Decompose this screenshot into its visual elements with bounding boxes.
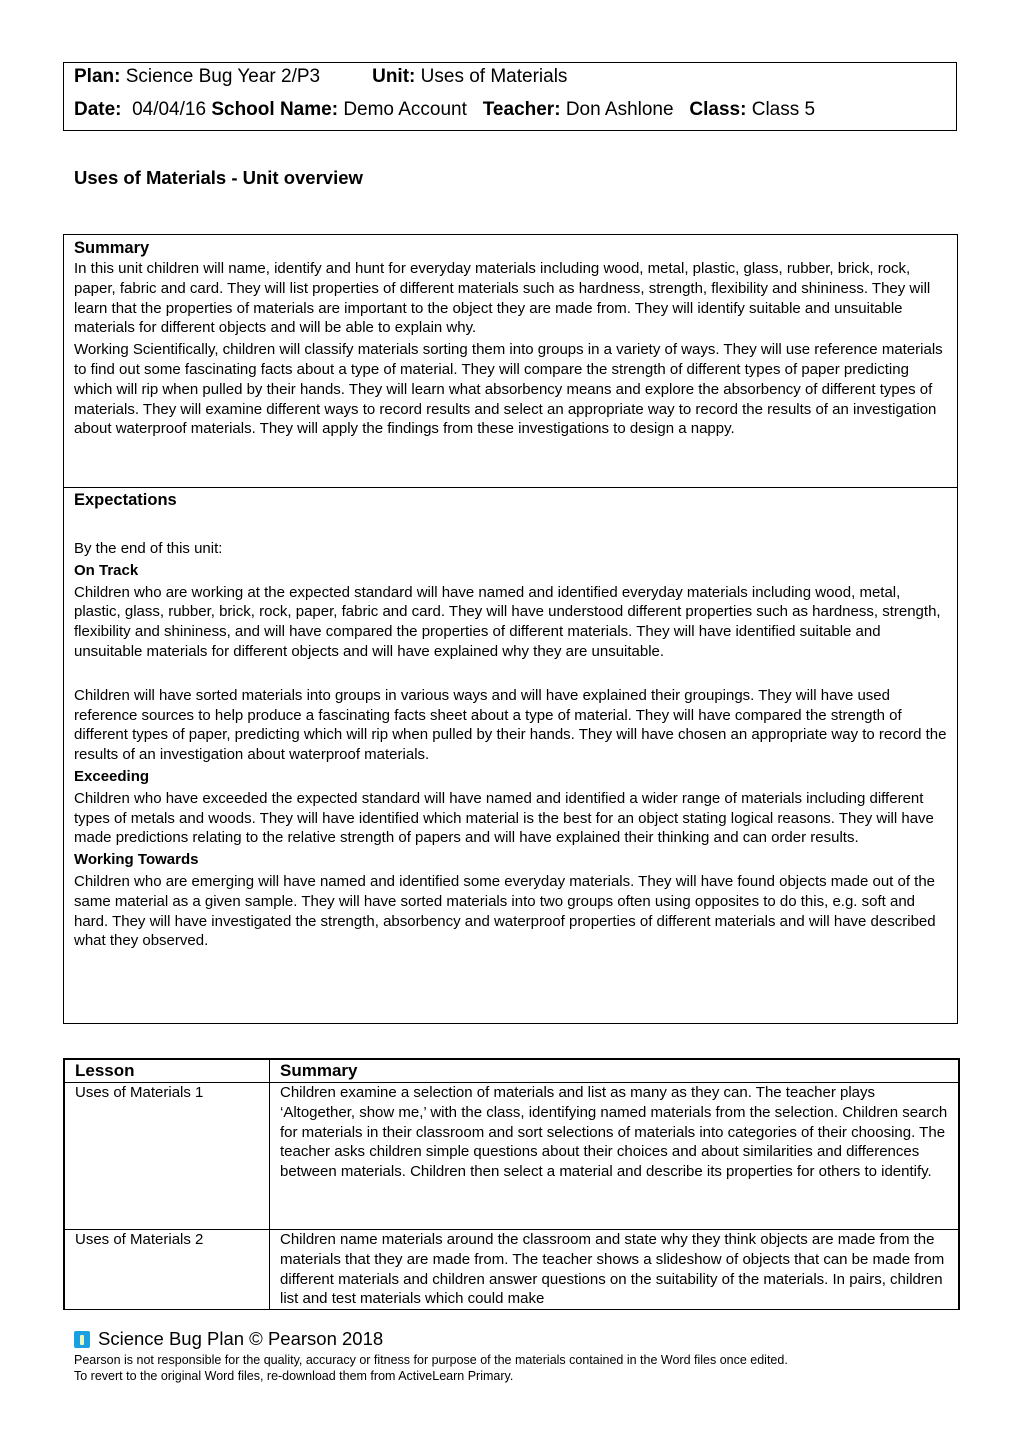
lessons-table bbox=[63, 1058, 960, 1310]
plan-header bbox=[63, 62, 957, 131]
unit-value: Uses of Materials bbox=[420, 66, 568, 87]
teacher-label: Teacher: bbox=[482, 99, 561, 120]
on-track-heading: On Track bbox=[74, 561, 139, 579]
lesson-name: Uses of Materials 2 bbox=[65, 1230, 270, 1310]
lesson-summary: Children examine a selection of materials and list as many as they can. The teacher plays ‘Altogether, show me,’ with the class, identifying named materials from the selection. Children search for materials in their classroom and sort selections of materials into categories of their choosing. The teacher asks children simple questions about their choices and about similarities and differences between materials. Children then select a material and describe its properties for others to identify. bbox=[270, 1083, 959, 1230]
column-header-lesson: Lesson bbox=[65, 1060, 270, 1083]
table-header-row bbox=[65, 1060, 959, 1083]
table-row bbox=[65, 1083, 959, 1230]
class-value: Class 5 bbox=[751, 99, 816, 120]
on-track-paragraph: Children will have sorted materials into groups in various ways and will have explained their groupings. They will have used reference sources to help produce a fascinating facts sheet about a type of material. They will have compared the strength of different types of paper, predicting which will rip when pulled by their hands. They will have chosen an appropriate way to record the results of an investigation about waterproof materials. bbox=[74, 686, 947, 764]
plan-value: Science Bug Year 2/P3 bbox=[125, 66, 321, 87]
column-header-summary: Summary bbox=[270, 1060, 959, 1083]
date-value: 04/04/16 bbox=[132, 99, 207, 120]
school-label: School Name: bbox=[211, 99, 339, 120]
summary-paragraph: In this unit children will name, identify and hunt for everyday materials including wood, metal, plastic, glass, rubber, brick, rock, paper, fabric and card. They will list properties of different materials such as hardness, strength, flexibility and shininess. They will learn that the properties of materials are important to the object they are made from. They will identify suitable and unsuitable materials for different objects and will be able to explain why. bbox=[74, 260, 931, 337]
footer-revert-note: To revert to the original Word files, re-download them from ActiveLearn Primary. bbox=[74, 1369, 514, 1383]
expectations-section bbox=[63, 487, 958, 1024]
table-row bbox=[65, 1230, 959, 1310]
footer-disclaimer: Pearson is not responsible for the quality, accuracy or fitness for purpose of the materials contained in the Word files once edited. bbox=[74, 1353, 788, 1367]
on-track-paragraph: Children who are working at the expected standard will have named and identified everyday materials including wood, metal, plastic, glass, rubber, brick, rock, paper, fabric and card. They will have understood different properties such as hardness, strength, flexibility and shininess, and will have compared the properties of different materials. They will have identified suitable and unsuitable materials for different objects and will have explained why they are unsuitable. bbox=[74, 583, 941, 660]
footer-title: Science Bug Plan © Pearson 2018 bbox=[98, 1328, 384, 1349]
date-label: Date: bbox=[74, 99, 122, 120]
exceeding-heading: Exceeding bbox=[74, 767, 150, 785]
summary-heading: Summary bbox=[74, 239, 150, 257]
science-bug-icon bbox=[74, 1331, 90, 1348]
lesson-name: Uses of Materials 1 bbox=[65, 1083, 270, 1230]
lesson-summary: Children name materials around the classroom and state why they think objects are made from the materials that they are made from. The teacher shows a slideshow of objects that can be made from different materials and children answer questions on the suitability of the materials. In pairs, children list and test materials which could make bbox=[270, 1230, 959, 1310]
working-towards-heading: Working Towards bbox=[74, 851, 199, 869]
page-title: Uses of Materials - Unit overview bbox=[74, 167, 363, 188]
footer bbox=[74, 1328, 788, 1384]
summary-paragraph: Working Scientifically, children will classify materials sorting them into groups in a variety of ways. They will use reference materials to find out some fascinating facts about a type of material. They will compare the strength of different types of paper predicting which will rip when pulled by their hands. They will learn what absorbency means and explore the absorbency of different types of materials. They will examine different ways to record results and select an appropriate way to record the results of an investigation about waterproof materials. They will apply the findings from these investigations to design a nappy. bbox=[74, 341, 943, 438]
expectations-heading: Expectations bbox=[74, 491, 177, 509]
summary-section bbox=[63, 234, 958, 488]
working-towards-paragraph: Children who are emerging will have named and identified some everyday materials. They will have found objects made out of the same material as a given sample. They will have sorted materials into two groups often using opposites to do this, e.g. soft and hard. They will have investigated the strength, absorbency and waterproof properties of different materials and will have described what they observed. bbox=[74, 872, 936, 950]
teacher-value: Don Ashlone bbox=[565, 99, 674, 120]
class-label: Class: bbox=[689, 99, 747, 120]
plan-label: Plan: bbox=[74, 66, 121, 87]
school-value: Demo Account bbox=[343, 99, 467, 120]
unit-label: Unit: bbox=[372, 66, 416, 87]
exceeding-paragraph: Children who have exceeded the expected standard will have named and identified a wider range of materials including different types of metals and woods. They will have identified which material is the best for an object stating logical reasons. They will have made predictions relating to the relative strength of papers and will have explained their thinking and can order results. bbox=[74, 789, 934, 847]
expectations-intro: By the end of this unit: bbox=[74, 540, 223, 557]
